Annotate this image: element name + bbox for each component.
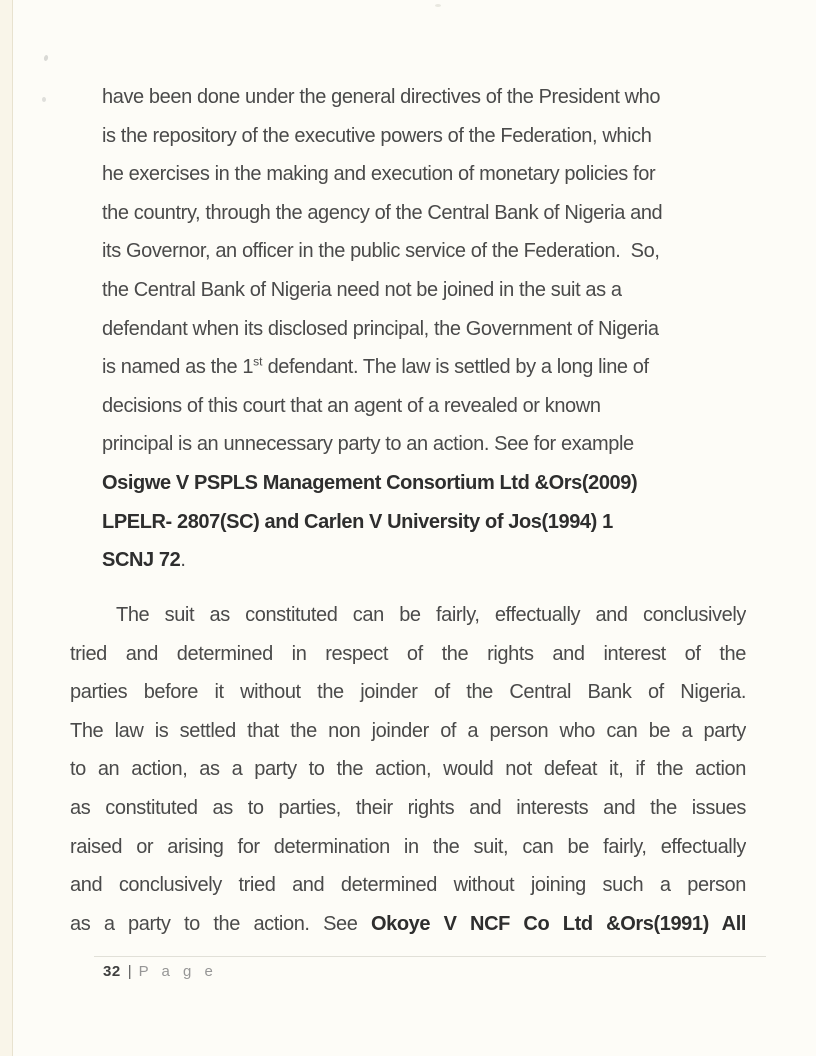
case-citation-end-line xyxy=(102,541,750,580)
scan-speck xyxy=(42,97,46,102)
text-line: he exercises in the making and execution of monetary policies for xyxy=(102,163,656,186)
paragraph-first-line: The suit as constituted can be fairly, effectually and conclusively xyxy=(116,604,746,626)
paragraph-principal-agent xyxy=(102,78,750,580)
scan-speck xyxy=(435,4,441,7)
text-line: parties before it without the joinder of the Central Bank of Nigeria. xyxy=(70,681,746,704)
case-citation-text: SCNJ 72 xyxy=(102,549,181,572)
line-text: defendant. The law is settled by a long line of xyxy=(262,356,649,379)
paragraph-lines xyxy=(102,387,750,464)
line-text: . xyxy=(180,549,186,572)
line-text: as a party to the action. See xyxy=(70,912,371,935)
case-citation-lines xyxy=(102,464,750,541)
text-line: defendant when its disclosed principal, the Government of Nigeria xyxy=(102,317,659,340)
text-line: raised or arising for determination in the suit, can be fairly, effectually xyxy=(70,835,746,858)
paragraph-non-joinder xyxy=(70,596,746,943)
page-footer xyxy=(103,962,217,982)
text-line: its Governor, an officer in the public service of the Federation. So, xyxy=(102,240,660,263)
ordinal-superscript: st xyxy=(253,354,263,369)
footer-separator: | xyxy=(127,963,132,980)
scan-edge-strip xyxy=(0,0,13,1056)
text-line: principal is an unnecessary party to an action. See for example xyxy=(102,433,634,456)
text-line: to an action, as a party to the action, would not defeat it, if the action xyxy=(70,758,746,781)
footer-page-label: P a g e xyxy=(138,963,218,980)
text-line: as constituted as to parties, their rights and interests and the issues xyxy=(70,796,746,819)
text-line: is the repository of the executive powers of the Federation, which xyxy=(102,124,652,147)
text-line: Osigwe V PSPLS Management Consortium Ltd &Ors(2009) xyxy=(102,471,638,494)
text-line: LPELR- 2807(SC) and Carlen V University of Jos(1994) 1 xyxy=(102,510,613,533)
text-line: and conclusively tried and determined without joining such a person xyxy=(70,874,746,897)
page-number: 32 xyxy=(103,963,121,980)
text-line: have been done under the general directives of the President who xyxy=(102,86,661,108)
case-citation-text: Okoye V NCF Co Ltd &Ors(1991) All xyxy=(370,912,746,935)
paragraph-last-line xyxy=(70,905,746,944)
scan-speck xyxy=(43,55,48,62)
footer-divider-line xyxy=(94,956,766,957)
text-line: tried and determined in respect of the rights and interest of the xyxy=(70,642,746,665)
text-line-with-ordinal xyxy=(102,348,750,387)
text-line: the country, through the agency of the Central Bank of Nigeria and xyxy=(102,201,663,224)
text-line: decisions of this court that an agent of a revealed or known xyxy=(102,394,601,417)
paragraph-lines xyxy=(70,635,746,905)
line-text: is named as the 1 xyxy=(102,356,254,379)
text-line: The law is settled that the non joinder of a person who can be a party xyxy=(70,719,746,742)
paragraph-lines xyxy=(102,78,750,348)
text-line: the Central Bank of Nigeria need not be joined in the suit as a xyxy=(102,278,622,301)
